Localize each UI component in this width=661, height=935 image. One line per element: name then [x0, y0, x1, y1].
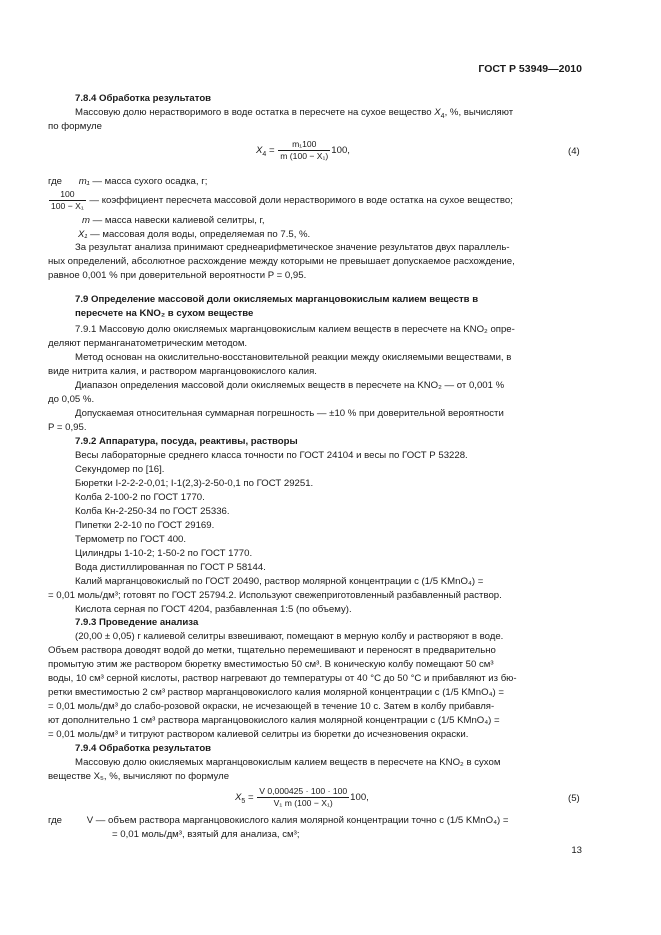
def-x1: [78, 229, 578, 241]
s784-intro-var: X: [434, 107, 441, 118]
formula-4-lhs: X: [256, 145, 263, 157]
formula-4-numerator: m₁100: [278, 139, 330, 151]
section-7-9-heading-1: 7.9 Определение массовой доли окисляемых марганцовокислым калием веществ в: [75, 294, 479, 305]
s784-intro-line2: по формуле: [48, 121, 102, 132]
def-m1-text: — масса сухого осадка, г;: [89, 176, 208, 187]
s784-intro-line: [48, 107, 583, 119]
equipment-item: Термометр по ГОСТ 400.: [75, 534, 187, 545]
where-label: где: [48, 176, 63, 187]
formula-5-lhs: X: [235, 792, 242, 804]
standard-header: ГОСТ Р 53949—2010: [478, 63, 582, 75]
section-7-9-heading-2: пересчете на KNO₂ в сухом веществе: [75, 308, 254, 319]
def-m1-symbol: m₁: [78, 176, 90, 187]
section-7-9-2-heading: 7.9.2 Аппаратура, посуда, реактивы, растворы: [75, 436, 298, 447]
page-number: 13: [571, 845, 582, 856]
kmno4-line1: Калий марганцовокислый по ГОСТ 20490, раствор молярной концентрации c (1/5 KMnO₄) =: [75, 576, 484, 587]
coef-denominator: 100 − X₁: [51, 201, 84, 211]
formula-5-lhs-sub: 5: [241, 797, 246, 805]
s784-intro-a: Массовую долю нерастворимого в воде остатка в пересчете на сухое вещество: [75, 107, 432, 118]
section-7-8-4-heading: 7.8.4 Обработка результатов: [75, 93, 212, 104]
def-v-line2: = 0,01 моль/дм³, взятый для анализа, см³;: [112, 829, 300, 840]
equipment-item: Пипетки 2-2-10 по ГОСТ 29169.: [75, 520, 215, 531]
formula-4-tail: 100,: [331, 145, 350, 157]
formula-5-tail: 100,: [350, 792, 369, 804]
equipment-item: Колба 2-100-2 по ГОСТ 1770.: [75, 492, 205, 503]
equipment-item: Секундомер по [16].: [75, 464, 165, 475]
section-7-9-3-heading: 7.9.3 Проведение анализа: [75, 617, 199, 628]
method-line1: Метод основан на окислительно-восстановительной реакции между окисляемыми веществами, в: [75, 352, 512, 363]
def-v-line1: [48, 815, 583, 827]
def-m-text: — масса навески калиевой селитры, г,: [90, 215, 265, 226]
acid-line: Кислота серная по ГОСТ 4204, разбавленная 1:5 (по объему).: [75, 604, 352, 615]
procedure-line: ретки вместимостью 2 см³ раствор марганцовокислого калия молярной концентрации c (1/5 KMnO₄) =: [48, 687, 504, 698]
range-line2: до 0,05 %.: [48, 394, 95, 405]
equipment-item: Цилиндры 1-10-2; 1-50-2 по ГОСТ 1770.: [75, 548, 253, 559]
error-line2: P = 0,95.: [48, 422, 87, 433]
procedure-line: промытую этим же раствором бюретку вместимостью 50 см³. В коническую колбу помещают 50 см³: [48, 659, 494, 670]
equipment-item: Вода дистиллированная по ГОСТ Р 58144.: [75, 562, 266, 573]
s784-result-1: За результат анализа принимают среднеарифметическое значение результатов двух параллель-: [75, 242, 510, 253]
formula-4-denominator: m (100 − X₁): [280, 151, 329, 161]
s794-intro-line1: Массовую долю окисляемых марганцовокислым калием веществ в пересчете на KNO₂ в сухом: [75, 757, 501, 768]
formula-5: $X_5$ = $\frac{V 0,000425 \cdot 100 \cdot 100}{\text{V₁ m (100 − X₁)}}$ 100,: [235, 786, 369, 808]
def-coef: [48, 189, 583, 212]
s784-result-3: равное 0,001 % при доверительной вероятности P = 0,95.: [48, 270, 307, 281]
error-line1: Допускаемая относительная суммарная погрешность — ±10 % при доверительной вероятности: [75, 408, 504, 419]
def-x1-text: — массовая доля воды, определяемая по 7.5, %.: [87, 229, 311, 240]
s784-result-2: ных определений, абсолютное расхождение между которыми не превышает допускаемое расхождение,: [48, 256, 515, 267]
kmno4-line2: = 0,01 моль/дм³; готовят по ГОСТ 25794.2. Используют свежеприготовленный разбавленный раствор.: [48, 590, 502, 601]
equipment-item: Весы лабораторные среднего класса точности по ГОСТ 24104 и весы по ГОСТ Р 53228.: [75, 450, 468, 461]
def-coef-text: — коэффициент пересчета массовой доли нерастворимого в воде остатка на сухое вещество;: [86, 195, 513, 207]
section-7-9-4-heading: 7.9.4 Обработка результатов: [75, 743, 212, 754]
coef-numerator: 100: [49, 189, 86, 201]
method-line2: виде нитрита калия, и раствором марганцовокислого калия.: [48, 366, 317, 377]
procedure-line: воды, 10 см³ серной кислоты, раствор нагревают до температуры от 40 °С до 50 °С и прибавляют из бю-: [48, 673, 517, 684]
s794-intro-line2: веществе X₅, %, вычисляют по формуле: [48, 771, 230, 782]
formula-5-fraction: [257, 786, 349, 809]
def-m: [82, 215, 582, 227]
def-m-symbol: m: [82, 215, 90, 226]
equation-number-5: (5): [568, 793, 580, 804]
coef-fraction: [49, 189, 86, 212]
def-x1-symbol: X₁: [78, 229, 88, 240]
range-line1: Диапазон определения массовой доли окисляемых веществ в пересчете на KNO₂ — от 0,001 %: [75, 380, 505, 391]
procedure-line: ют дополнительно 1 см³ раствора марганцовокислого калия молярной концентрации c (1/5 KMnO₄) =: [48, 715, 500, 726]
p791-line2: деляют перманганатометрическим методом.: [48, 338, 248, 349]
procedure-line: Объем раствора доводят водой до метки, тщательно перемешивают и переносят в предварительно: [48, 645, 496, 656]
def-v-text-1: V — объем раствора марганцовокислого калия молярной концентрации точно c (1/5 KMnO₄) =: [86, 815, 509, 826]
procedure-line: (20,00 ± 0,05) г калиевой селитры взвешивают, помещают в мерную колбу и растворяют в воде.: [75, 631, 504, 642]
procedure-line: = 0,01 моль/дм³ и титруют раствором калиевой селитры из бюретки до исчезновения окраски.: [48, 729, 469, 740]
equipment-item: Колба Кн-2-250-34 по ГОСТ 25336.: [75, 506, 230, 517]
formula-5-denominator: V₁ m (100 − X₁): [273, 798, 333, 808]
p791-line1: 7.9.1 Массовую долю окисляемых марганцовокислым калием веществ в пересчете на KNO₂ опре-: [75, 324, 515, 335]
where-label-2: где: [48, 815, 63, 826]
s784-intro-b: , %, вычисляют: [444, 107, 514, 118]
equipment-item: Бюретки I-2-2-2-0,01; I-1(2,3)-2-50-0,1 по ГОСТ 29251.: [75, 478, 314, 489]
formula-4-lhs-sub: 4: [262, 150, 267, 158]
equation-number-4: (4): [568, 146, 580, 157]
formula-5-numerator: V 0,000425 · 100 · 100: [259, 786, 348, 796]
procedure-line: = 0,01 моль/дм³ до слабо-розовой окраски, не исчезающей в течение 10 с. Затем в колбу прибавля-: [48, 701, 495, 712]
formula-4-fraction: [278, 139, 330, 162]
s784-intro-sub: 4: [440, 112, 445, 120]
def-m1: [48, 176, 583, 188]
formula-4: $X_4$ = $\frac{\text{m₁100}}{\text{m (100 − X₁)}}$ 100,: [256, 139, 350, 161]
